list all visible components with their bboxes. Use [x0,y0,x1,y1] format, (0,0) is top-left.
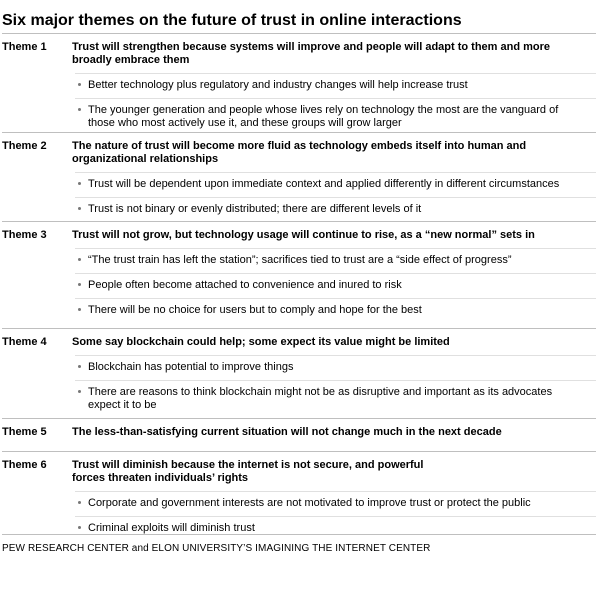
theme-content [72,34,596,132]
theme-headline: Trust will strengthen because systems will improve and people will adapt to them and more broadly embrace them [72,41,551,66]
bullet-icon [78,308,81,311]
bullet-icon [78,83,81,86]
bullet-icon [78,526,81,529]
theme-label: Theme 6 [2,459,47,471]
theme-headline: The nature of trust will become more fluid as technology embeds itself into human and organizational relationships [72,140,527,165]
bullet-text: Corporate and government interests are not motivated to improve trust or protect the public [88,497,531,509]
theme-row-3 [2,221,596,328]
bullet-icon [78,108,81,111]
theme-row-2 [2,132,596,221]
theme-bullet [75,98,596,130]
bullet-text: People often become attached to convenience and inured to risk [88,279,402,291]
theme-headline: The less-than-satisfying current situation will not change much in the next decade [72,426,502,438]
bullet-icon [78,283,81,286]
theme-content [72,222,596,328]
theme-headline: Trust will not grow, but technology usage will continue to rise, as a “new normal” sets in [72,229,535,241]
theme-bullet [75,298,596,317]
figure-title: Six major themes on the future of trust in online interactions [2,12,462,29]
theme-row-1 [2,33,596,132]
theme-content [72,133,596,221]
theme-row-6 [2,451,596,535]
bullet-text: “The trust train has left the station”; sacrifices tied to trust are a “side effect of progress” [88,254,512,266]
bullet-text: Blockchain has potential to improve things [88,361,294,373]
theme-row-5 [2,418,596,451]
theme-bullet [75,380,596,412]
bullet-icon [78,365,81,368]
bullet-icon [78,258,81,261]
bullet-text: There will be no choice for users but to comply and hope for the best [88,304,422,316]
theme-bullet [75,248,596,267]
bullet-icon [78,182,81,185]
theme-content [72,329,596,418]
bullet-text: Trust will be dependent upon immediate context and applied differently in different circumstances [88,178,560,190]
theme-content [72,419,596,451]
theme-label: Theme 2 [2,140,47,152]
theme-headline: Trust will diminish because the internet is not secure, and powerful forces threaten individuals’ rights [72,459,424,484]
bullet-icon [78,207,81,210]
theme-content [72,452,596,534]
bullet-text: Criminal exploits will diminish trust [88,522,255,534]
theme-bullet [75,172,596,191]
theme-label: Theme 5 [2,426,47,438]
bullet-text: There are reasons to think blockchain might not be as disruptive and important as its advocates expect it to be [88,386,553,411]
bullet-text: Better technology plus regulatory and industry changes will help increase trust [88,79,468,91]
theme-bullet [75,273,596,292]
theme-label: Theme 4 [2,336,47,348]
source-footer: PEW RESEARCH CENTER and ELON UNIVERSITY’S IMAGINING THE INTERNET CENTER [2,543,431,554]
theme-label: Theme 3 [2,229,47,241]
theme-label: Theme 1 [2,41,47,53]
theme-bullet [75,73,596,92]
theme-bullet [75,355,596,374]
theme-bullet [75,197,596,216]
bullet-icon [78,501,81,504]
bullet-icon [78,390,81,393]
theme-bullet [75,491,596,510]
theme-row-4 [2,328,596,418]
bullet-text: Trust is not binary or evenly distributed; there are different levels of it [88,203,422,215]
bullet-text: The younger generation and people whose lives rely on technology the most are the vanguard of those who most actively use it, and these groups will grow larger [88,104,559,129]
theme-headline: Some say blockchain could help; some expect its value might be limited [72,336,450,348]
theme-bullet [75,516,596,535]
